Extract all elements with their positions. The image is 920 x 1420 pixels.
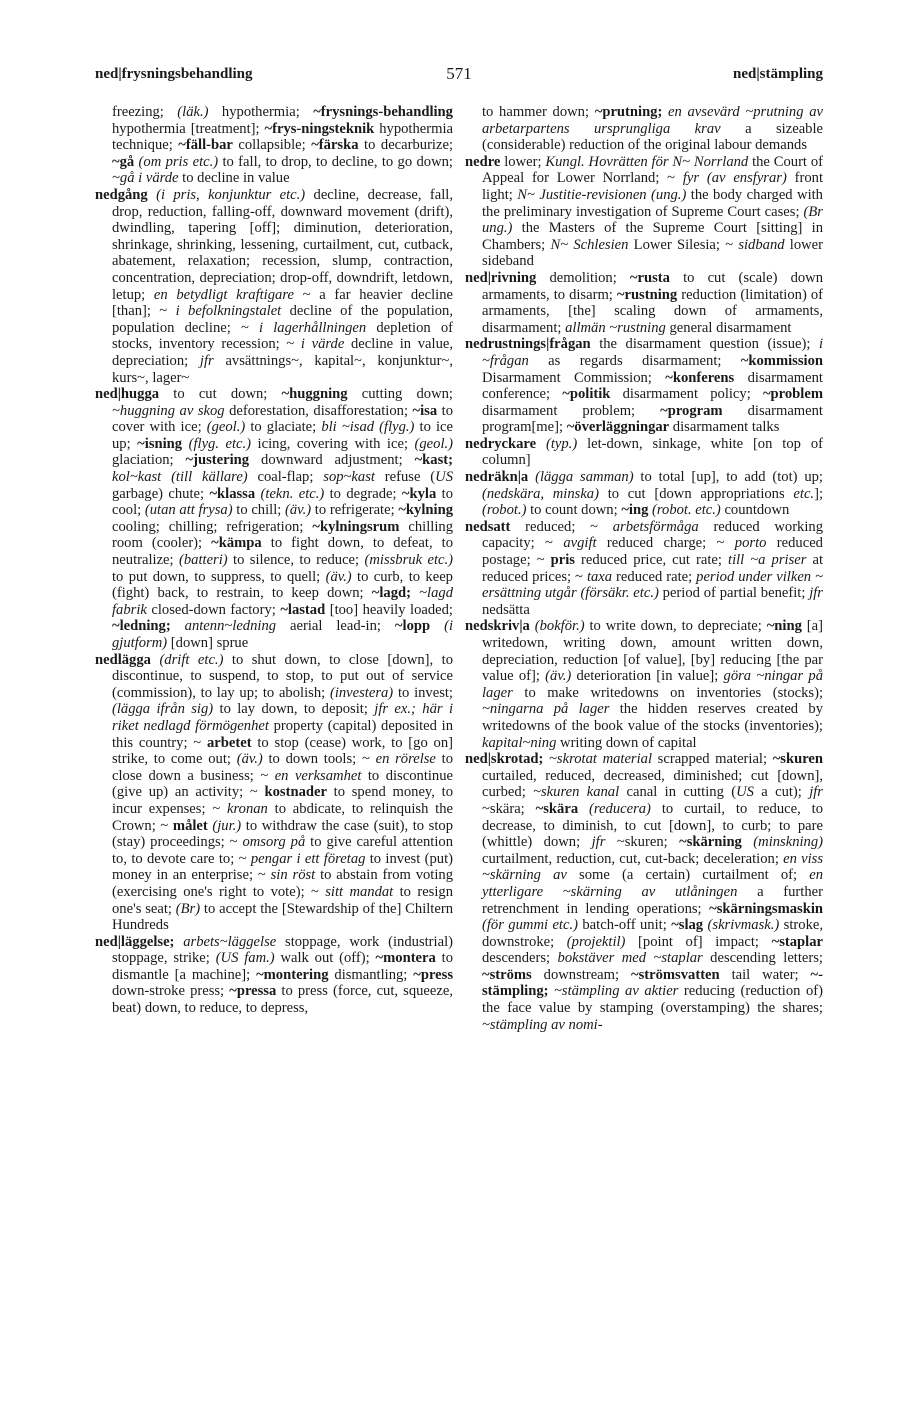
dictionary-entry: nedgång (i pris, konjunktur etc.) decline, decrease, fall, drop, reduction, falling-off, downward movement (drift), dwindling, tapering [off]; diminution, deterioration, shrinkage, shrinking, lessening, curtailment, cut, cutback, abatement, relaxation; recession, slump, contraction, concentration, depreciation; drop-off, downdrift, letdown, letup; en betydligt kraftigare ~ a far heavier decline [than]; ~ i befolkningstalet decline of the population, population decline; ~ i lagerhållningen depletion of stocks, inventory recession; ~ i värde decline in value, depreciation; jfr avsättnings~, kapital~, konjunktur~, kurs~, lager~	[95, 186, 453, 386]
dictionary-entry: nedsatt reduced; ~ arbetsförmåga reduced working capacity; ~ avgift reduced charge; ~ porto reduced postage; ~ pris reduced price, cut rate; till ~a priser at reduced prices; ~ taxa reduced rate; period under vilken ~ ersättning utgår (försäkr. etc.) period of partial benefit; jfr nedsätta	[465, 518, 823, 618]
dictionary-entry: nedräkn|a (lägga samman) to total [up], to add (tot) up; (nedskära, minska) to cut [down appropriations etc.]; (robot.) to count down; ~ing (robot. etc.) countdown	[465, 469, 823, 519]
dictionary-entry: nedskriv|a (bokför.) to write down, to depreciate; ~ning [a] writedown, writing down, amount written down, depreciation, reduction [of value], [by] reducing [the par value of]; (äv.) deterioration [in value]; göra ~ningar på lager to make writedowns on inventories (stocks); ~ningarna på lager the hidden reserves created by writedowns of the book value of the stocks (inventories); kapital~ning writing down of capital	[465, 618, 823, 751]
entry-continuation: freezing; (läk.) hypothermia; ~frysnings-behandling hypothermia [treatment]; ~frys-ningsteknik hypothermia technique; ~fäll-bar collapsible; ~färska to decarburize; ~gå (om pris etc.) to fall, to drop, to decline, to go down; ~gå i värde to decline in value	[112, 104, 453, 187]
dictionary-entry: ned|hugga to cut down; ~huggning cutting down; ~huggning av skog deforestation, disafforestation; ~isa to cover with ice; (geol.) to glaciate; bli ~isad (flyg.) to ice up; ~isning (flyg. etc.) icing, covering with ice; (geol.) glaciation; ~justering downward adjustment; ~kast; kol~kast (till källare) coal-flap; sop~kast refuse (US garbage) chute; ~klassa (tekn. etc.) to degrade; ~kyla to cool; (utan att frysa) to chill; (äv.) to refrigerate; ~kylning cooling; chilling; refrigeration; ~kylningsrum chilling room (cooler); ~kämpa to fight down, to defeat, to neutralize; (batteri) to silence, to reduce; (missbruk etc.) to put down, to suppress, to quell; (äv.) to curb, to keep (fight) back, to restrain, to keep down; ~lagd; ~lagd fabrik closed-down factory; ~lastad [too] heavily loaded; ~ledning; antenn~ledning aerial lead-in; ~lopp (i gjutform) [down] sprue	[95, 386, 453, 651]
page-number: 571	[446, 64, 472, 83]
entry-continuation: to hammer down; ~prutning; en avsevärd ~prutning av arbetarpartens ursprungliga krav a sizeable (considerable) reduction of the original labour demands	[482, 104, 823, 154]
dictionary-entry: nedrustnings|frågan the disarmament question (issue); i ~frågan as regards disarmament; ~kommission Disarmament Commission; ~konferens disarmament conference; ~politik disarmament policy; ~problem disarmament problem; ~program disarmament program[me]; ~överläggningar disarmament talks	[465, 336, 823, 436]
right-column	[465, 104, 823, 1394]
dictionary-entry: ned|rivning demolition; ~rusta to cut (scale) down armaments, to disarm; ~rustning reduction (limitation) of armaments, [the] scaling down of armaments, disarmament; allmän ~rustning general disarmament	[465, 269, 823, 336]
dictionary-entry: ned|läggelse; arbets~läggelse stoppage, work (industrial) stoppage, strike; (US fam.) walk out (off); ~montera to dismantle [a machine]; ~montering dismantling; ~press down-stroke press; ~pressa to press (force, cut, squeeze, beat) down, to reduce, to depress,	[95, 933, 453, 1017]
guide-word-left: ned|frysningsbehandling	[95, 66, 253, 82]
dictionary-entry: nedlägga (drift etc.) to shut down, to close [down], to discontinue, to suspend, to stop, to put out of service (commission), to lay up; to abolish; (investera) to invest; (lägga ifrån sig) to lay down, to deposit; jfr ex.; här i riket nedlagd förmögenhet property (capital) deposited in this country; ~ arbetet to stop (cease) work, to [go on] strike, to come out; (äv.) to down tools; ~ en rörelse to close down a business; ~ en verksamhet to discontinue (give up) an activity; ~ kostnader to spend money, to incur expenses; ~ kronan to abdicate, to relinquish the Crown; ~ målet (jur.) to withdraw the case (suit), to stop (stay) proceedings; ~ omsorg på to give careful attention to, to devote care to; ~ pengar i ett företag to invest (put) money in an enterprise; ~ sin röst to abstain from voting (exercising one's right to vote); ~ sitt mandat to resign one's seat; (Br) to accept the [Stewardship of the] Chiltern Hundreds	[95, 651, 453, 934]
page-header	[95, 66, 823, 90]
dictionary-entry: nedryckare (typ.) let-down, sinkage, white [on top of column]	[465, 435, 823, 469]
dictionary-entry: nedre lower; Kungl. Hovrätten för N~ Norrland the Court of Appeal for Lower Norrland; ~ fyr (av ensfyrar) front light; N~ Justitie-revisionen (ung.) the body charged with the preliminary investigation of Supreme Court cases; (Br ung.) the Masters of the Supreme Court [sitting] in Chambers; N~ Schlesien Lower Silesia; ~ sidband lower sideband	[465, 153, 823, 270]
guide-word-right: ned|stämpling	[733, 66, 823, 82]
left-column	[95, 104, 453, 1394]
dictionary-entry: ned|skrotad; ~skrotat material scrapped material; ~skuren curtailed, reduced, decreased, diminished; cut [down], curbed; ~skuren kanal canal in cutting (US a cut); jfr ~skära; ~skära (reducera) to curtail, to reduce, to decrease, to diminish, to cut [down], to curb; to pare (whittle) down; jfr ~skuren; ~skärning (minskning) curtailment, reduction, cut, cut-back; deceleration; en viss ~skärning av some (a certain) curtailment of; en ytterligare ~skärning av utlåningen a further retrenchment in lending operations; ~skärningsmaskin (för gummi etc.) batch-off unit; ~slag (skrivmask.) stroke, downstroke; (projektil) [point of] impact; ~staplar descenders; bokstäver med ~staplar descending letters; ~ströms downstream; ~strömsvatten tail water; ~-stämpling; ~stämpling av aktier reducing (reduction of) the face value by stamping (overstamping) the shares; ~stämpling av nomi-	[465, 751, 823, 1033]
